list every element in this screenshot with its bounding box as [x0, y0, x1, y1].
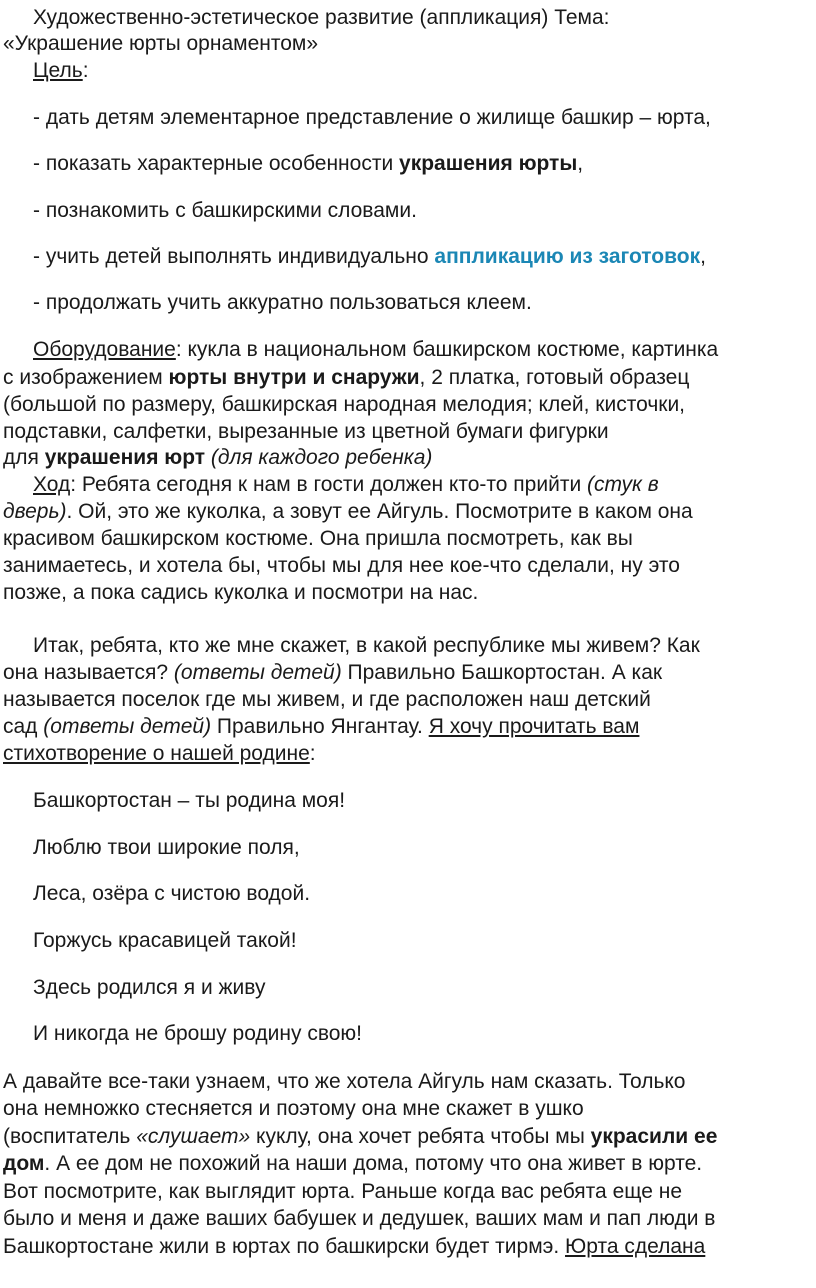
text-run: (большой по размеру, башкирская народная мелодия; клей, кисточки,	[3, 393, 686, 416]
text-run: «Украшение юрты орнаментом»	[3, 32, 319, 55]
course-line-4	[3, 553, 680, 579]
text-run: было и меня и даже ваших бабушек и дедушек, ваших мам и пап люди в	[3, 1207, 716, 1230]
text-run: Вот посмотрите, как выглядит юрта. Раньше когда вас ребята еще не	[3, 1180, 683, 1203]
text-run: : кукла в национальном башкирском костюме, картинка	[175, 338, 719, 361]
text-run: - познакомить с башкирскими словами.	[33, 199, 417, 222]
text-run: :	[82, 59, 89, 82]
text-run: , 2 платка, готовый образец	[419, 366, 690, 389]
story-line-3	[3, 1124, 717, 1150]
poem-line-1	[33, 788, 345, 814]
text-run: - дать детям элементарное представление о жилище башкир – юрта,	[33, 106, 711, 129]
text-run: для	[3, 446, 45, 469]
goal-item-3	[33, 198, 417, 224]
goal-item-2	[33, 151, 583, 177]
italic-text: (ответы детей)	[173, 661, 342, 684]
text-run: она называется?	[3, 661, 174, 684]
text-run: сад	[3, 715, 44, 738]
poem-line-3	[33, 881, 310, 907]
equipment-line-2	[3, 365, 689, 391]
bold-text: юрты внутри и снаружи	[168, 366, 420, 389]
text-run: ,	[577, 152, 584, 175]
text-run: Горжусь красавицей такой!	[33, 929, 297, 952]
dialog-line-2	[3, 660, 662, 686]
course-line-5	[3, 580, 478, 606]
bold-text: украсили ее	[590, 1125, 718, 1148]
text-run: :	[309, 742, 316, 765]
story-line-4	[3, 1151, 702, 1177]
text-run: Леса, озёра с чистою водой.	[33, 882, 311, 905]
goal-heading	[33, 58, 89, 84]
italic-text: «слушает»	[136, 1125, 251, 1148]
equipment-line-3	[3, 392, 685, 418]
course-line-3	[3, 526, 633, 552]
equipment-line-1	[33, 337, 718, 363]
poem-line-5	[33, 975, 265, 1001]
italic-text: (стук в	[587, 473, 659, 496]
underlined-text: Цель	[33, 59, 83, 82]
story-line-1	[3, 1069, 686, 1095]
text-run: с изображением	[3, 366, 169, 389]
equipment-line-4	[3, 419, 609, 445]
goal-item-5	[33, 290, 532, 316]
text-run: . А ее дом не похожий на наши дома, потому что она живет в юрте.	[44, 1152, 703, 1175]
text-run: - продолжать учить аккуратно пользоваться клеем.	[33, 291, 532, 314]
text-run: занимаетесь, и хотела бы, чтобы мы для нее кое-что сделали, ну это	[3, 554, 680, 577]
text-run: Башкортостане жили в юртах по башкирски будет тирмэ.	[3, 1235, 566, 1258]
doc-title-line-2	[3, 31, 318, 57]
poem-line-6	[33, 1021, 362, 1047]
goal-item-1	[33, 105, 711, 131]
dialog-line-1	[33, 633, 700, 659]
text-run: : Ребята сегодня к нам в гости должен кто-то прийти	[70, 473, 588, 496]
dialog-line-5	[3, 741, 316, 767]
poem-line-2	[33, 835, 300, 861]
underlined-text: Юрта сделана	[565, 1235, 706, 1258]
text-run: она немножко стесняется и поэтому она мне скажет в ушко	[3, 1097, 584, 1120]
bold-text: украшения юрт	[44, 446, 206, 469]
text-run: Здесь родился я и живу	[33, 976, 266, 999]
underlined-text: Ход	[33, 473, 71, 496]
text-run: подставки, салфетки, вырезанные из цветной бумаги фигурки	[3, 420, 609, 443]
course-line-1	[33, 472, 659, 498]
text-run: красивом башкирском костюме. Она пришла посмотреть, как вы	[3, 527, 633, 550]
underlined-text: Я хочу прочитать вам	[428, 715, 640, 738]
story-line-5	[3, 1179, 682, 1205]
text-run: называется поселок где мы живем, и где расположен наш детский	[3, 688, 651, 711]
text-run: - показать характерные особенности	[33, 152, 400, 175]
text-run: позже, а пока садись куколка и посмотри на нас.	[3, 581, 479, 604]
text-run: А давайте все-таки узнаем, что же хотела Айгуль нам сказать. Только	[3, 1070, 686, 1093]
text-run: куклу, она хочет ребята чтобы мы	[250, 1125, 591, 1148]
story-line-7	[3, 1234, 705, 1260]
equipment-line-5	[3, 445, 432, 471]
bold-text: дом	[3, 1152, 45, 1175]
italic-text: (ответы детей)	[43, 715, 212, 738]
text-run: И никогда не брошу родину свою!	[33, 1022, 363, 1045]
text-run: Правильно Башкортостан. А как	[341, 661, 663, 684]
dialog-line-4	[3, 714, 639, 740]
text-run: - учить детей выполнять индивидуально	[33, 245, 435, 268]
story-line-6	[3, 1206, 715, 1232]
link-text[interactable]: аппликацию из заготовок	[434, 245, 701, 268]
story-line-2	[3, 1096, 584, 1122]
underlined-text: Оборудование	[33, 338, 176, 361]
italic-text: дверь)	[3, 500, 67, 523]
text-run: Люблю твои широкие поля,	[33, 836, 300, 859]
text-run: Итак, ребята, кто же мне скажет, в какой республике мы живем? Как	[33, 634, 700, 657]
text-run: ,	[700, 245, 706, 268]
text-run: Художественно-эстетическое развитие (аппликация) Тема:	[33, 6, 610, 29]
dialog-line-3	[3, 687, 651, 713]
text-run: (воспитатель	[3, 1125, 137, 1148]
text-run: Башкортостан – ты родина моя!	[33, 789, 346, 812]
course-line-2	[3, 499, 693, 525]
goal-item-4	[33, 244, 706, 270]
poem-line-4	[33, 928, 297, 954]
doc-title-line-1	[33, 5, 610, 31]
bold-text: украшения юрты	[399, 152, 578, 175]
text-run: . Ой, это же куколка, а зовут ее Айгуль. Посмотрите в каком она	[66, 500, 693, 523]
text-run: Правильно Янгантау.	[211, 715, 429, 738]
underlined-text: стихотворение о нашей родине	[3, 742, 310, 765]
italic-text: (для каждого ребенка)	[210, 446, 433, 469]
